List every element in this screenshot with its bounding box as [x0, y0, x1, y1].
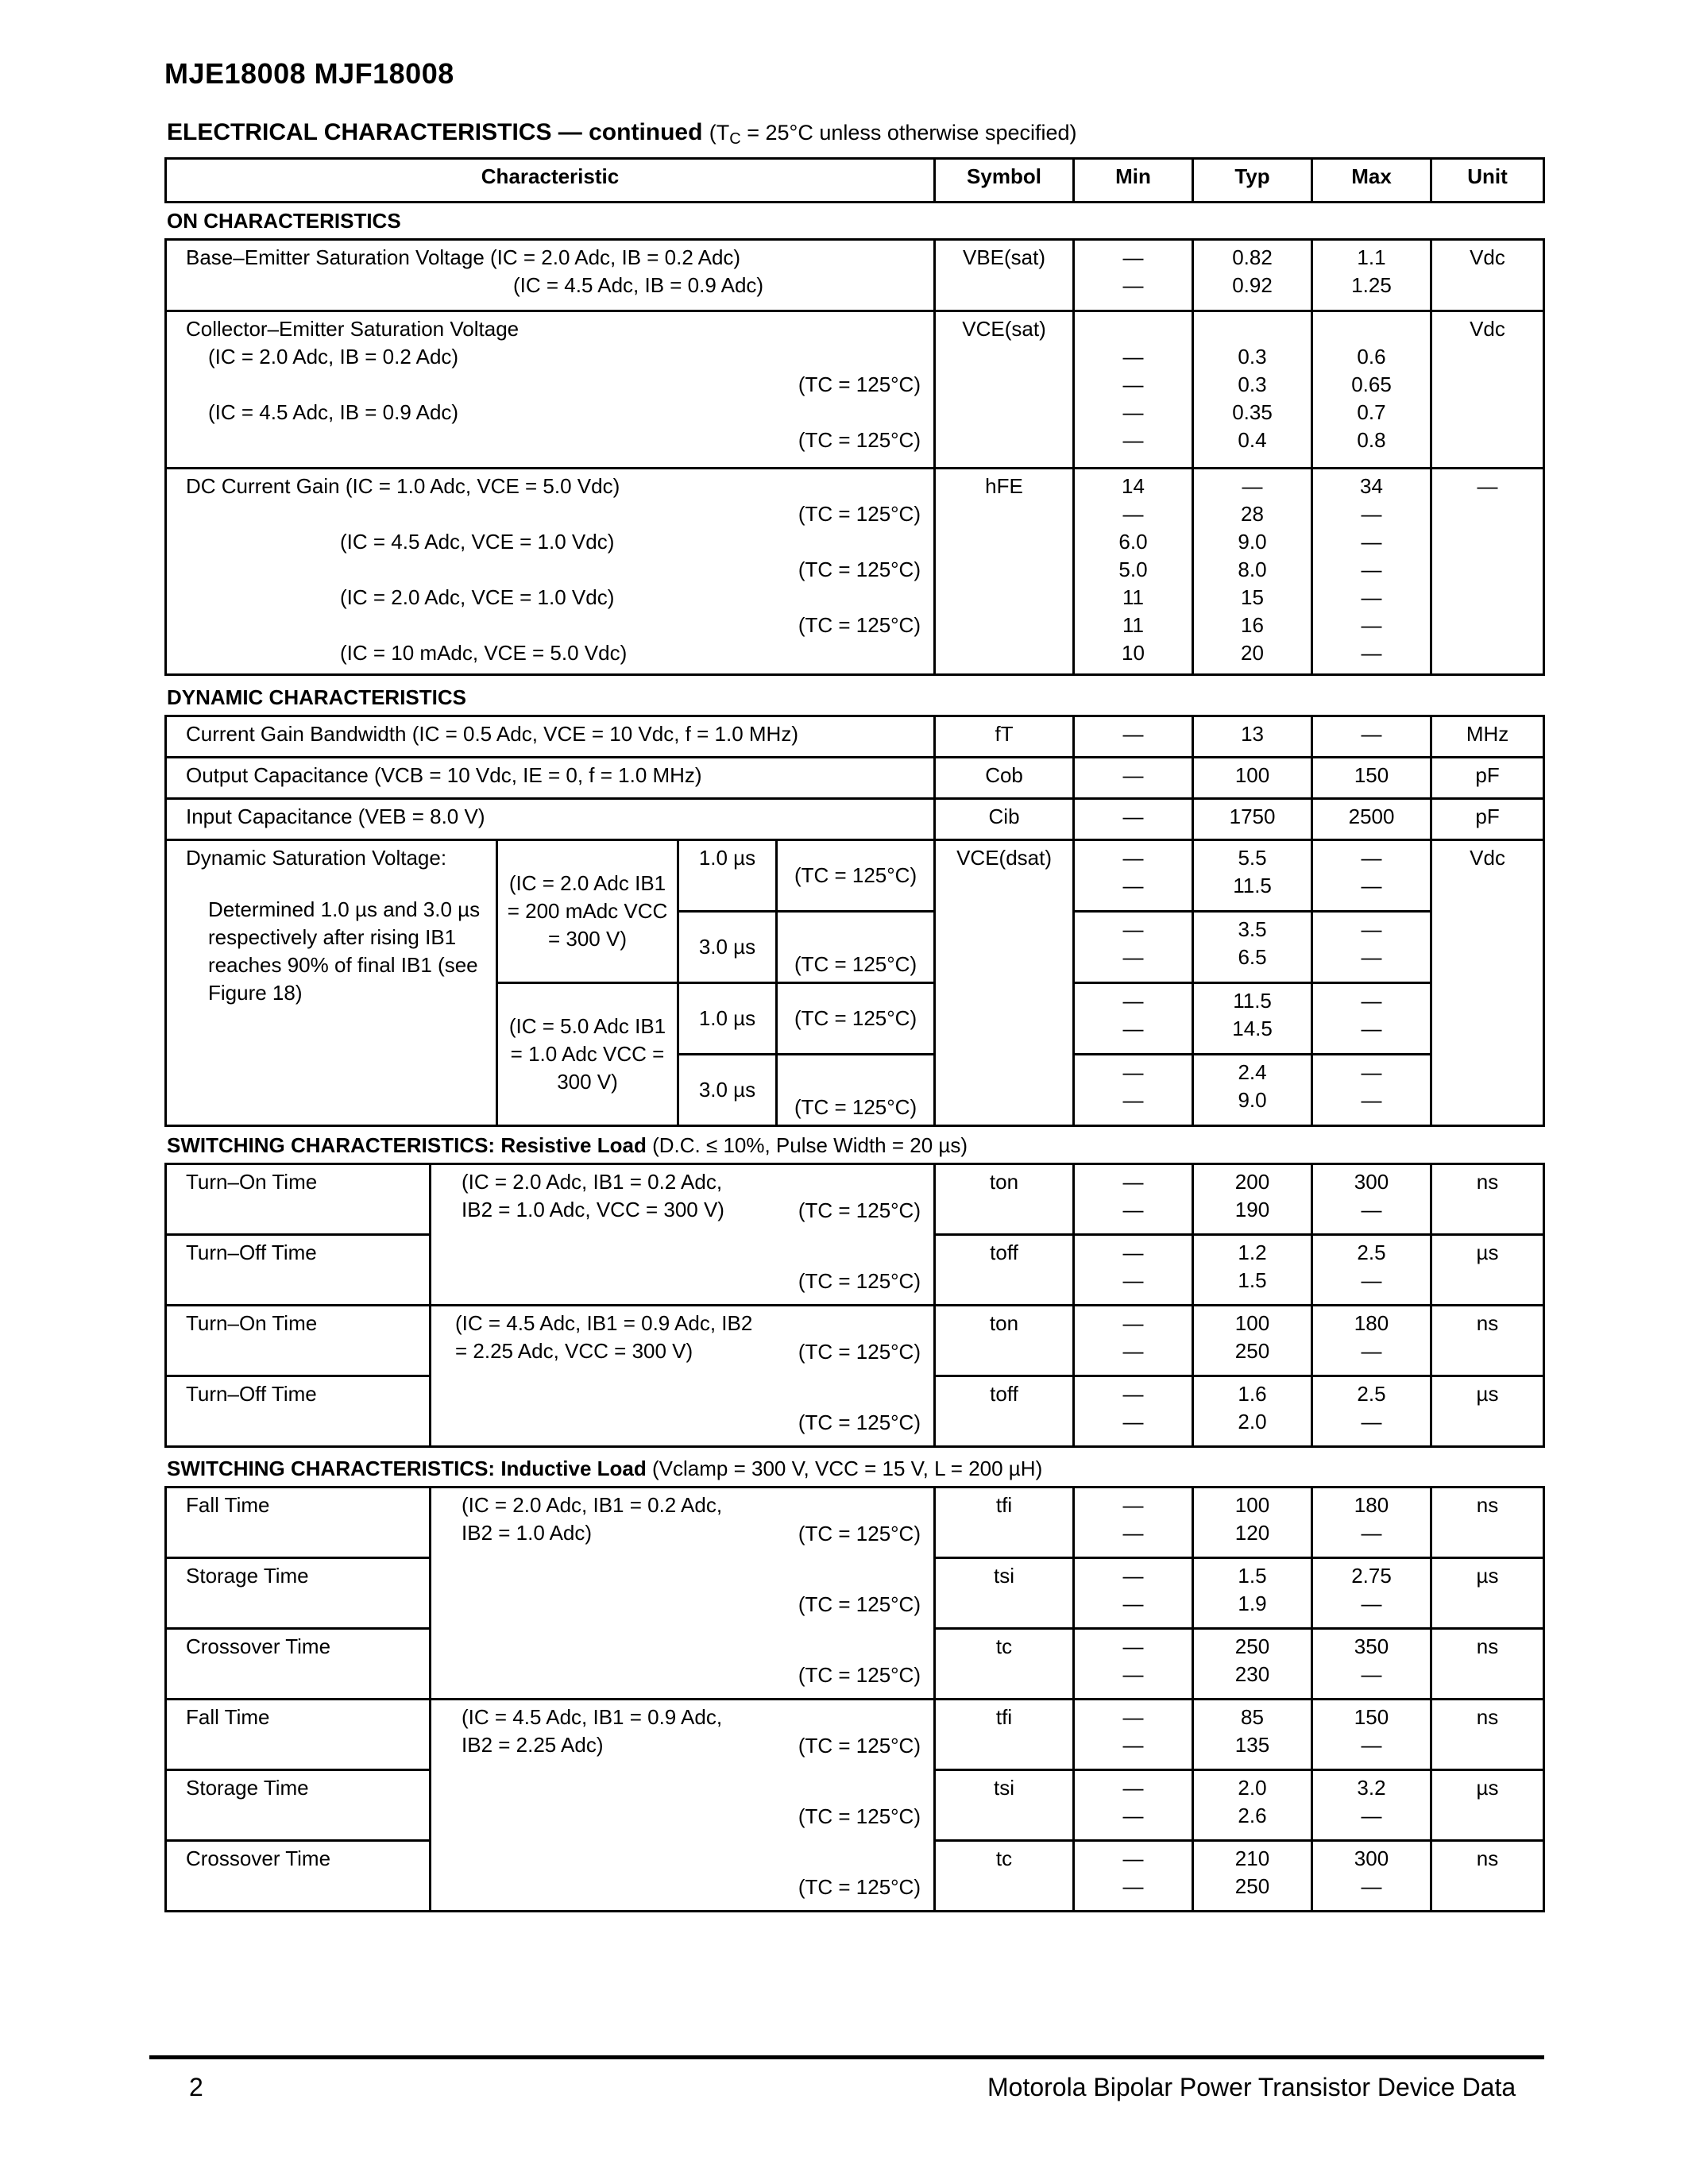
unit-cell: — — [1431, 469, 1544, 675]
table-row — [166, 1488, 1544, 1558]
max-cell: 3.2 — — [1312, 1770, 1431, 1841]
condition-cell: (IC = 4.5 Adc, IB1 = 0.9 Adc, IB2 = 2.25 Adc) (TC = 125°C) (TC = 125°C) (TC = 125°C) — [431, 1700, 935, 1912]
symbol-cell: tfi — [935, 1700, 1074, 1770]
symbol-cell: Cob — [935, 758, 1074, 799]
min-cell: — — — [1074, 1306, 1193, 1376]
section-title-text: ELECTRICAL CHARACTERISTICS — continued — [167, 119, 703, 145]
max-cell: — — — [1312, 912, 1431, 983]
max-cell: 2.5 — — [1312, 1376, 1431, 1447]
max-cell: 2.5 — — [1312, 1235, 1431, 1306]
tc-cell: (TC = 125°C) — [777, 912, 935, 983]
col-header: Unit — [1431, 159, 1544, 203]
symbol-cell: tc — [935, 1629, 1074, 1700]
min-cell: — — [1074, 799, 1193, 840]
unit-cell: ns — [1431, 1629, 1544, 1700]
min-cell: — — [1074, 716, 1193, 758]
symbol-cell: VCE(sat) — [935, 311, 1074, 469]
inductive-load-heading: SWITCHING CHARACTERISTICS: Inductive Load (Vclamp = 300 V, VCC = 15 V, L = 200 µH) — [167, 1457, 1043, 1480]
resistive-load-heading: SWITCHING CHARACTERISTICS: Resistive Load (D.C. ≤ 10%, Pulse Width = 20 µs) — [167, 1133, 968, 1157]
table-header-row — [166, 159, 1544, 203]
typ-cell: 100 250 — [1193, 1306, 1312, 1376]
resistive-switching-table — [164, 1163, 1545, 1448]
max-cell: 350 — — [1312, 1629, 1431, 1700]
max-cell: 2.75 — — [1312, 1558, 1431, 1629]
min-cell: — — — [1074, 1488, 1193, 1558]
symbol-cell: tfi — [935, 1488, 1074, 1558]
max-cell: — — — [1312, 840, 1431, 912]
min-cell: — — — [1074, 1700, 1193, 1770]
inductive-switching-table — [164, 1486, 1545, 1912]
unit-cell: µs — [1431, 1235, 1544, 1306]
min-cell: — — — [1074, 1376, 1193, 1447]
unit-cell: pF — [1431, 799, 1544, 840]
typ-cell: 1750 — [1193, 799, 1312, 840]
characteristic-cell: Fall Time — [166, 1488, 431, 1558]
page-number: 2 — [189, 2073, 203, 2101]
min-cell: — — — [1074, 1558, 1193, 1629]
max-cell: 150 — — [1312, 1700, 1431, 1770]
table-row — [166, 799, 1544, 840]
unit-cell: µs — [1431, 1376, 1544, 1447]
min-cell: — — — [1074, 840, 1193, 912]
max-cell: 34 — — — — — — — [1312, 469, 1431, 675]
characteristic-cell: Dynamic Saturation Voltage: Determined 1.0 µs and 3.0 µs respectively after rising IB1 reaches 90% of final IB1 (see Figure 18) — [166, 840, 497, 1126]
time-cell: 3.0 µs — [678, 912, 777, 983]
min-cell: — — — [1074, 1841, 1193, 1912]
max-cell: — — — [1312, 983, 1431, 1055]
max-cell: 0.6 0.65 0.7 0.8 — [1312, 311, 1431, 469]
characteristic-cell: Base–Emitter Saturation Voltage (IC = 2.0 Adc, IB = 0.2 Adc) (IC = 4.5 Adc, IB = 0.9 Adc) — [166, 240, 935, 311]
min-cell: — — — [1074, 240, 1193, 311]
min-cell: — — — [1074, 1770, 1193, 1841]
typ-cell: 11.5 14.5 — [1193, 983, 1312, 1055]
col-header: Typ — [1193, 159, 1312, 203]
min-cell: — — — [1074, 912, 1193, 983]
tc-cell: (TC = 125°C) — [777, 1055, 935, 1126]
characteristic-cell: Input Capacitance (VEB = 8.0 V) — [166, 799, 935, 840]
typ-cell: 250 230 — [1193, 1629, 1312, 1700]
unit-cell: Vdc — [1431, 840, 1544, 1126]
typ-cell: 2.4 9.0 — [1193, 1055, 1312, 1126]
footer-divider — [149, 2055, 1544, 2059]
characteristic-cell: Storage Time — [166, 1770, 431, 1841]
unit-cell: ns — [1431, 1700, 1544, 1770]
col-header: Symbol — [935, 159, 1074, 203]
characteristic-cell: DC Current Gain (IC = 1.0 Adc, VCE = 5.0 Vdc) (TC = 125°C) (IC = 4.5 Adc, VCE = 1.0 Vdc) (TC = 125°C) (IC = 2.0 Adc, VCE = 1.0 Vdc) (TC = 125°C) (IC = 10 mAdc, VCE = 5.0 Vdc) — [166, 469, 935, 675]
unit-cell: ns — [1431, 1488, 1544, 1558]
typ-cell: 13 — [1193, 716, 1312, 758]
unit-cell: Vdc — [1431, 240, 1544, 311]
unit-cell: ns — [1431, 1164, 1544, 1235]
time-cell: 1.0 µs — [678, 983, 777, 1055]
condition-cell: (IC = 5.0 Adc IB1 = 1.0 Adc VCC = 300 V) — [497, 983, 678, 1126]
typ-cell: 85 135 — [1193, 1700, 1312, 1770]
on-characteristics-heading: ON CHARACTERISTICS — [167, 209, 401, 233]
col-header: Characteristic — [166, 159, 935, 203]
table-row — [166, 469, 1544, 675]
characteristic-cell: Collector–Emitter Saturation Voltage (IC = 2.0 Adc, IB = 0.2 Adc) (TC = 125°C) (IC = 4.5 Adc, IB = 0.9 Adc) (TC = 125°C) — [166, 311, 935, 469]
tc-cell: (TC = 125°C) — [777, 840, 935, 912]
min-cell: — — — [1074, 983, 1193, 1055]
symbol-cell: tsi — [935, 1558, 1074, 1629]
typ-cell: 2.0 2.6 — [1193, 1770, 1312, 1841]
condition-cell: (IC = 2.0 Adc, IB1 = 0.2 Adc, IB2 = 1.0 Adc, VCC = 300 V) (TC = 125°C) (TC = 125°C) — [431, 1164, 935, 1306]
on-characteristics-table — [164, 238, 1545, 676]
characteristic-cell: Crossover Time — [166, 1629, 431, 1700]
condition-cell: (IC = 2.0 Adc IB1 = 200 mAdc VCC = 300 V) — [497, 840, 678, 983]
unit-cell: ns — [1431, 1841, 1544, 1912]
characteristic-cell: Turn–On Time — [166, 1164, 431, 1235]
dynamic-characteristics-heading: DYNAMIC CHARACTERISTICS — [167, 685, 466, 709]
typ-cell: 5.5 11.5 — [1193, 840, 1312, 912]
table-row — [166, 240, 1544, 311]
symbol-cell: Cib — [935, 799, 1074, 840]
typ-cell: 0.82 0.92 — [1193, 240, 1312, 311]
symbol-cell: fT — [935, 716, 1074, 758]
characteristic-cell: Output Capacitance (VCB = 10 Vdc, IE = 0, f = 1.0 MHz) — [166, 758, 935, 799]
characteristic-cell: Turn–On Time — [166, 1306, 431, 1376]
typ-cell: 100 120 — [1193, 1488, 1312, 1558]
typ-cell: — 28 9.0 8.0 15 16 20 — [1193, 469, 1312, 675]
typ-cell: 3.5 6.5 — [1193, 912, 1312, 983]
typ-cell: 210 250 — [1193, 1841, 1312, 1912]
table-row — [166, 311, 1544, 469]
max-cell: 1.1 1.25 — [1312, 240, 1431, 311]
characteristic-cell: Fall Time — [166, 1700, 431, 1770]
symbol-cell: tsi — [935, 1770, 1074, 1841]
max-cell: 150 — [1312, 758, 1431, 799]
unit-cell: pF — [1431, 758, 1544, 799]
max-cell: — — [1312, 716, 1431, 758]
max-cell: 180 — — [1312, 1488, 1431, 1558]
table-row — [166, 758, 1544, 799]
unit-cell: Vdc — [1431, 311, 1544, 469]
symbol-cell: hFE — [935, 469, 1074, 675]
typ-cell: 1.5 1.9 — [1193, 1558, 1312, 1629]
typ-cell: 0.3 0.3 0.35 0.4 — [1193, 311, 1312, 469]
unit-cell: ns — [1431, 1306, 1544, 1376]
dynamic-characteristics-table — [164, 715, 1545, 1127]
max-cell: 180 — — [1312, 1306, 1431, 1376]
min-cell: — — — [1074, 1235, 1193, 1306]
symbol-cell: ton — [935, 1306, 1074, 1376]
col-header: Min — [1074, 159, 1193, 203]
min-cell: 14 — 6.0 5.0 11 11 10 — [1074, 469, 1193, 675]
min-cell: — — — [1074, 1164, 1193, 1235]
min-cell: — — — [1074, 1629, 1193, 1700]
min-cell: — — — [1074, 1055, 1193, 1126]
min-cell: — — [1074, 758, 1193, 799]
max-cell: 2500 — [1312, 799, 1431, 840]
typ-cell: 100 — [1193, 758, 1312, 799]
symbol-cell: toff — [935, 1376, 1074, 1447]
characteristic-cell: Crossover Time — [166, 1841, 431, 1912]
symbol-cell: ton — [935, 1164, 1074, 1235]
min-cell: — — — — — [1074, 311, 1193, 469]
table-row — [166, 716, 1544, 758]
symbol-cell: tc — [935, 1841, 1074, 1912]
condition-cell: (IC = 2.0 Adc, IB1 = 0.2 Adc, IB2 = 1.0 Adc) (TC = 125°C) (TC = 125°C) (TC = 125°C) — [431, 1488, 935, 1700]
time-cell: 3.0 µs — [678, 1055, 777, 1126]
table-row — [166, 1164, 1544, 1235]
characteristic-cell: Turn–Off Time — [166, 1235, 431, 1306]
spec-table-header — [164, 157, 1545, 203]
typ-cell: 200 190 — [1193, 1164, 1312, 1235]
max-cell: — — — [1312, 1055, 1431, 1126]
document-header: MJE18008 MJF18008 — [164, 57, 454, 90]
symbol-cell: VCE(dsat) — [935, 840, 1074, 1126]
max-cell: 300 — — [1312, 1841, 1431, 1912]
symbol-cell: toff — [935, 1235, 1074, 1306]
condition-cell: (IC = 4.5 Adc, IB1 = 0.9 Adc, IB2 = 2.25 Adc, VCC = 300 V) (TC = 125°C) (TC = 125°C) — [431, 1306, 935, 1447]
characteristic-cell: Turn–Off Time — [166, 1376, 431, 1447]
table-row — [166, 1306, 1544, 1376]
table-row — [166, 840, 1544, 912]
time-cell: 1.0 µs — [678, 840, 777, 912]
section-title — [167, 119, 1077, 146]
footer-text: Motorola Bipolar Power Transistor Device Data — [987, 2073, 1516, 2101]
characteristic-cell: Current Gain Bandwidth (IC = 0.5 Adc, VCE = 10 Vdc, f = 1.0 MHz) — [166, 716, 935, 758]
unit-cell: µs — [1431, 1770, 1544, 1841]
table-row — [166, 1700, 1544, 1770]
characteristic-cell: Storage Time — [166, 1558, 431, 1629]
typ-cell: 1.2 1.5 — [1193, 1235, 1312, 1306]
unit-cell: µs — [1431, 1558, 1544, 1629]
unit-cell: MHz — [1431, 716, 1544, 758]
col-header: Max — [1312, 159, 1431, 203]
symbol-cell: VBE(sat) — [935, 240, 1074, 311]
typ-cell: 1.6 2.0 — [1193, 1376, 1312, 1447]
section-condition: ($T_C = 25^\circ C$ unless otherwise specified) — [709, 121, 1077, 148]
max-cell: 300 — — [1312, 1164, 1431, 1235]
tc-cell: (TC = 125°C) — [777, 983, 935, 1055]
